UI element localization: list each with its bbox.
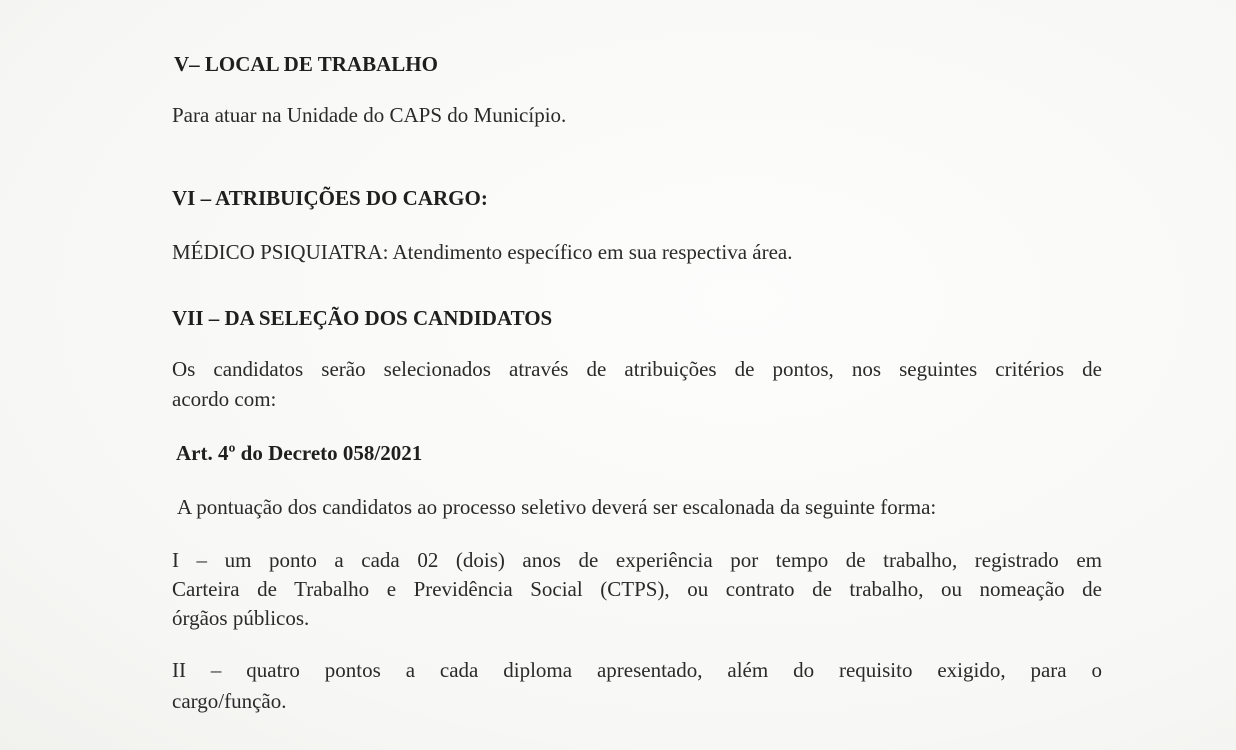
criterion-1-line-1: I – um ponto a cada 02 (dois) anos de experiência por tempo de trabalho, registrado em bbox=[172, 548, 1102, 572]
decree-reference: Art. 4º do Decreto 058/2021 bbox=[176, 441, 423, 465]
section-vii-heading: VII – DA SELEÇÃO DOS CANDIDATOS bbox=[172, 306, 553, 330]
criterion-1-line-3: órgãos públicos. bbox=[172, 606, 310, 630]
criterion-1-line-2: Carteira de Trabalho e Previdência Social (CTPS), ou contrato de trabalho, ou nomeação de bbox=[172, 577, 1102, 601]
section-v-heading: V– LOCAL DE TRABALHO bbox=[174, 52, 438, 76]
criterion-2-line-2: cargo/função. bbox=[172, 689, 287, 713]
scale-intro: A pontuação dos candidatos ao processo seletivo deverá ser escalonada da seguinte forma: bbox=[177, 495, 937, 519]
selection-intro-line-2: acordo com: bbox=[172, 387, 277, 411]
selection-intro-line-1: Os candidatos serão selecionados através de atribuições de pontos, nos seguintes critérios de bbox=[172, 357, 1102, 381]
section-v-text: Para atuar na Unidade do CAPS do Município. bbox=[172, 103, 567, 127]
criterion-2-line-1: II – quatro pontos a cada diploma apresentado, além do requisito exigido, para o bbox=[172, 658, 1102, 682]
section-vi-text: MÉDICO PSIQUIATRA: Atendimento específico em sua respectiva área. bbox=[172, 240, 793, 264]
section-vi-heading: VI – ATRIBUIÇÕES DO CARGO: bbox=[172, 186, 488, 210]
